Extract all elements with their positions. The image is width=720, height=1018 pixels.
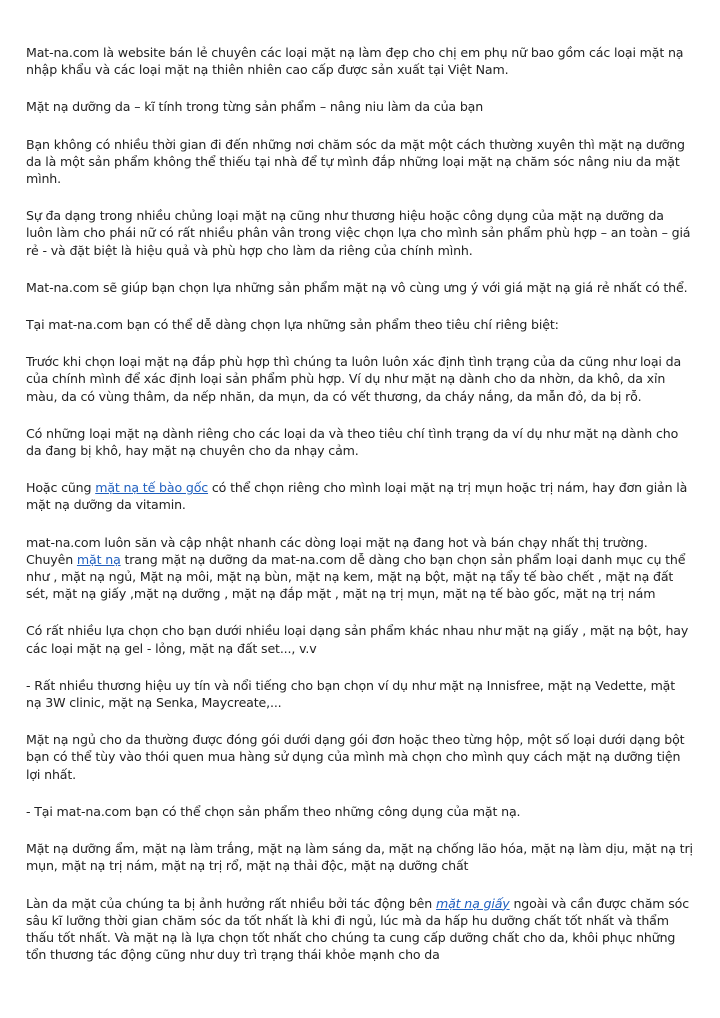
paragraph-product-forms: Có rất nhiều lựa chọn cho bạn dưới nhiều loại dạng sản phẩm khác nhau như mặt nạ giấy , mặt nạ bột, hay các loại mặt nạ gel - lỏng, mặt nạ đất set..., v.v	[26, 623, 689, 656]
text-segment: ngoài và cần được chăm sóc sâu kĩ lưỡng thời gian chăm sóc da tốt nhất là khi đi ngủ, lúc mà da hấp hu dưỡng chất tốt nhất và thẩm thấu tốt nhất. Và mặt nạ là lựa chọn tốt nhất cho chúng ta cung cấp dưỡng chất cho da, khôi phục những tổn thương tác động cũng như duy trì trạng thái khỏe mạnh cho da	[26, 895, 689, 963]
text-segment: Hoặc cũng	[26, 480, 96, 496]
paragraph-no-time: Bạn không có nhiều thời gian đi đến những nơi chăm sóc da mặt một cách thường xuyên thì mặt nạ dưỡng da là một sản phẩm không thể thiếu tại nhà để tự mình đắp những loại mặt nạ chăm sóc nâng niu da mặt mình.	[26, 136, 685, 187]
paragraph-variety: Sự đa dạng trong nhiều chủng loại mặt nạ cũng như thương hiệu hoặc công dụng của mặt nạ dưỡng da luôn làm cho phái nữ có rất nhiều phân vân trong việc chọn lựa cho mình sản phẩm phù hợp – an toàn – giá rẻ - và đặt biệt là hiệu quả và phù hợp cho làm da riêng của chính mình.	[26, 208, 691, 258]
text-segment: mat-na.com luôn săn và cập nhật nhanh các dòng loại mặt nạ đang hot và bán chạy nhất thị trường. Chuyên	[26, 534, 648, 567]
paragraph-intro: Mat-na.com là website bán lẻ chuyên các loại mặt nạ làm đẹp cho chị em phụ nữ bao gồm các loại mặt nạ nhập khẩu và các loại mặt nạ thiên nhiên cao cấp được sản xuất tại Việt Nam.	[26, 45, 684, 78]
paragraph-stem-cell	[26, 479, 694, 513]
paragraph-hot-products	[26, 534, 694, 603]
paragraph-help-choose: Mat-na.com sẽ giúp bạn chọn lựa những sản phẩm mặt nạ vô cùng ưng ý với giá mặt nạ giá rẻ nhất có thể.	[26, 279, 688, 295]
paragraph-brands: - Rất nhiều thương hiệu uy tín và nổi tiếng cho bạn chọn ví dụ như mặt nạ Innisfree, mặt nạ Vedette, mặt nạ 3W clinic, mặt nạ Senka, Maycreate,...	[26, 677, 676, 711]
text-segment: trang mặt nạ dưỡng da mat-na.com dễ dàng cho bạn chọn sản phẩm loại danh mục cụ thể như , mặt nạ ngủ, Mặt nạ môi, mặt nạ bùn, mặt nạ kem, mặt nạ bột, mặt nạ tẩy tế bào chết , mặt nạ đất sét, mặt nạ giấy ,mặt nạ dưỡng , mặt nạ đắp mặt , mặt nạ trị mụn, mặt nạ tế bào gốc, mặt nạ trị nám	[26, 551, 686, 602]
paragraph-skin-condition: Có những loại mặt nạ dành riêng cho các loại da và theo tiêu chí tình trạng da ví dụ như mặt nạ dành cho da đang bị khô, hay mặt nạ chuyên cho da nhạy cảm.	[26, 425, 679, 459]
text-segment: Làn da mặt của chúng ta bị ảnh hưởng rất nhiều bởi tác động bên	[26, 895, 436, 911]
paragraph-skin-care	[26, 895, 694, 964]
paragraph-skin-type: Trước khi chọn loại mặt nạ đắp phù hợp thì chúng ta luôn luôn xác định tình trạng của da cũng như loại da của chính mình để xác định loại sản phẩm phù hợp. Ví dụ như mặt nạ dành cho da nhờn, da khô, da xỉn màu, da có vùng thâm, da nếp nhăn, da mụn, da có vết thương, da cháy nắng, da mẫn đỏ, da bị rỗ.	[26, 354, 682, 404]
paragraph-criteria: Tại mat-na.com bạn có thể dễ dàng chọn lựa những sản phẩm theo tiêu chí riêng biệt:	[26, 317, 559, 333]
paragraph-functions-list: Mặt nạ dưỡng ẩm, mặt nạ làm trắng, mặt nạ làm sáng da, mặt nạ chống lão hóa, mặt nạ làm dịu, mặt nạ trị mụn, mặt nạ trị nám, mặt nạ trị rổ, mặt nạ thải độc, mặt nạ dưỡng chất	[26, 841, 693, 874]
link-stem-cell-mask[interactable]: mặt nạ tế bào gốc	[95, 480, 209, 496]
paragraph-heading: Mặt nạ dưỡng da – kĩ tính trong từng sản phẩm – nâng niu làm da của bạn	[26, 99, 484, 115]
paragraph-sleeping-mask: Mặt nạ ngủ cho da thường được đóng gói dưới dạng gói đơn hoặc theo từng hộp, một số loại dưới dạng bột bạn có thể tùy vào thói quen mua hàng sử dụng của mình mà chọn cho mình quy cách mặt nạ dưỡng tiện lợi nhất.	[26, 732, 685, 782]
text-segment: có thể chọn riêng cho mình loại mặt nạ trị mụn hoặc trị nám, hay đơn giản là mặt nạ dưỡng da vitamin.	[26, 480, 688, 513]
link-mask[interactable]: mặt nạ	[76, 551, 121, 567]
link-sheet-mask[interactable]: mặt nạ giấy	[435, 895, 510, 911]
paragraph-by-function: - Tại mat-na.com bạn có thể chọn sản phẩm theo những công dụng của mặt nạ.	[26, 803, 521, 819]
